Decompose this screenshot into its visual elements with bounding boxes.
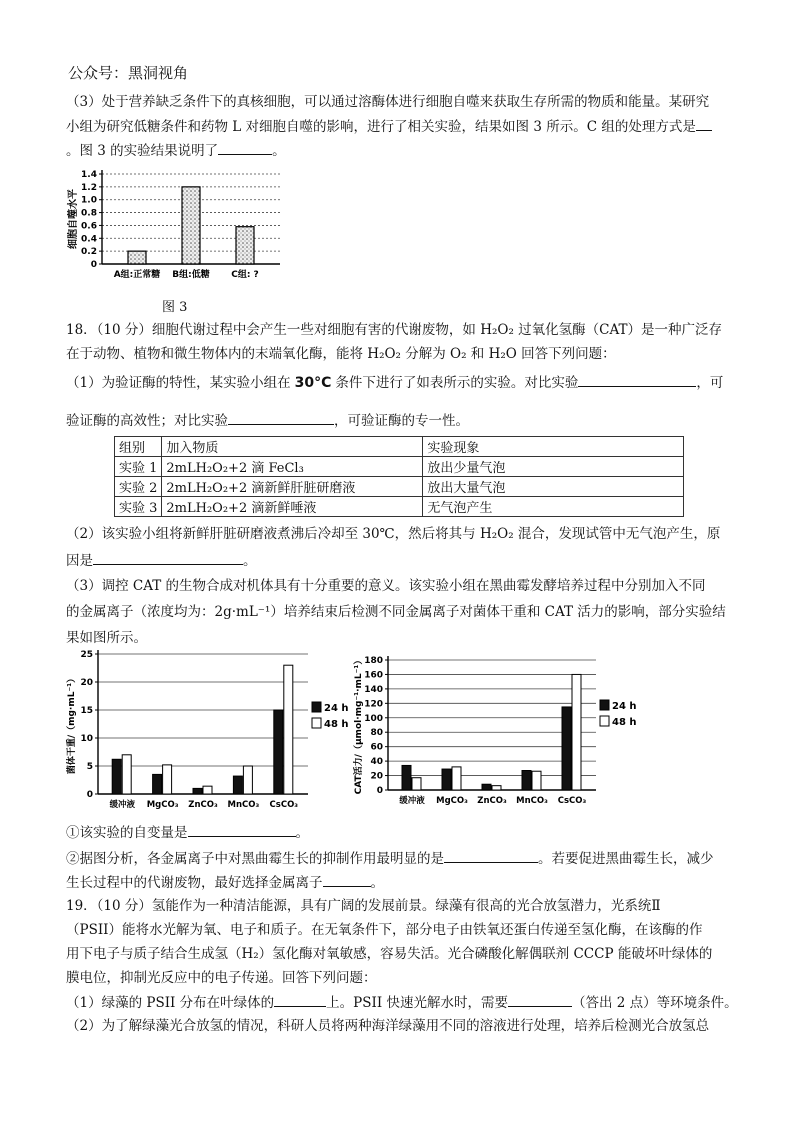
table-cell: 实验 2: [115, 477, 162, 497]
bar-48h: [203, 786, 212, 794]
x-tick-label: ZnCO₃: [188, 800, 218, 810]
x-tick-label: 缓冲液: [399, 796, 425, 806]
bar: [236, 227, 254, 264]
legend-label: 24 h: [324, 703, 349, 714]
bar-48h: [122, 755, 131, 794]
answer-blank[interactable]: [323, 872, 371, 887]
temperature-label: 30°C: [294, 375, 332, 391]
y-tick-label: 0: [90, 260, 97, 270]
q18-sub2-line2-text: 因是: [66, 553, 93, 569]
bar-48h: [492, 786, 501, 790]
bar-24h: [233, 776, 242, 794]
bar: [128, 251, 146, 264]
q17-3-line3-text: 。图 3 的实验结果说明了: [66, 143, 219, 159]
bar-24h: [112, 759, 121, 794]
legend-swatch: [600, 716, 609, 726]
q17-3-line1: （3）处于营养缺乏条件下的真核细胞，可以通过溶酶体进行细胞自噬来获取生存所需的物质和能量。某研究: [66, 94, 710, 110]
q18-sub3-line3: 果如图所示。: [66, 630, 147, 646]
table-header: 实验现象: [423, 437, 684, 457]
y-tick-label: 0: [376, 786, 383, 796]
q18-sub1-line2: [66, 410, 469, 431]
x-tick-label: MgCO₃: [146, 800, 179, 810]
legend-swatch: [312, 718, 321, 728]
q18-sub2-line1: （2）该实验小组将新鲜肝脏研磨液煮沸后冷却至 30℃，然后将其与 H₂O₂ 混合，发现试管中无气泡产生，原: [66, 526, 721, 542]
bar-48h: [163, 765, 172, 794]
y-tick-label: 5: [86, 762, 93, 772]
q18-question-b2-text: 生长过程中的代谢废物，最好选择金属离子: [66, 875, 323, 891]
q18-sub3-line1: （3）调控 CAT 的生物合成对机体具有十分重要的意义。该实验小组在黑曲霉发酵培养过程中分别加入不同: [66, 578, 706, 594]
y-tick-label: 180: [364, 656, 383, 666]
q18-sub2-line2-end: 。: [243, 553, 257, 569]
y-tick-label: 100: [364, 713, 383, 724]
y-tick-label: 20: [80, 678, 93, 688]
y-tick-label: 0.4: [81, 234, 97, 245]
header-watermark: 公众号：黑洞视角: [68, 64, 189, 82]
y-tick-label: 15: [80, 706, 93, 716]
x-tick-label: MnCO₃: [516, 796, 548, 806]
y-tick-label: 1.0: [81, 195, 97, 206]
y-axis-label: 细胞自噬水平: [68, 189, 79, 249]
y-tick-label: 20: [370, 771, 383, 782]
x-tick-label: B组:低糖: [172, 270, 210, 280]
answer-blank[interactable]: [218, 140, 272, 155]
x-tick-label: MgCO₃: [436, 796, 468, 806]
y-tick-label: 25: [80, 650, 93, 660]
y-tick-label: 0.8: [81, 208, 97, 219]
table-cell: 2mLH₂O₂+2 滴新鲜肝脏研磨液: [162, 477, 423, 497]
bar-24h: [153, 774, 162, 794]
answer-blank[interactable]: [578, 372, 696, 387]
answer-blank[interactable]: [93, 550, 243, 565]
y-tick-label: 80: [370, 728, 383, 739]
y-tick-label: 60: [370, 742, 383, 753]
x-tick-label: C组: ?: [231, 270, 259, 280]
y-tick-label: 120: [364, 699, 383, 710]
figure3-chart: [66, 166, 286, 290]
q19-line2: （PSII）能将水光解为氧、电子和质子。在无氧条件下，部分电子由铁氧还蛋白传递至氢化酶，在该酶的作: [66, 922, 703, 938]
table-cell: 实验 3: [115, 497, 162, 517]
y-tick-label: 0.6: [81, 221, 97, 232]
bar-48h: [243, 766, 252, 794]
q19-sub1: [66, 992, 738, 1013]
q18-question-b-line2: [66, 872, 384, 893]
q17-3-line2: [66, 116, 712, 137]
bar-24h: [482, 784, 491, 790]
q18-question-b-text: ②据图分析，各金属离子中对黑曲霉生长的抑制作用最明显的是: [66, 851, 444, 867]
y-axis-label: CAT活力/（μmol·mg⁻¹·mL⁻¹）: [354, 655, 364, 795]
bar-48h: [452, 767, 461, 790]
legend-swatch: [600, 700, 609, 710]
q18-sub1-line2-text: 验证酶的高效性；对比实验: [66, 413, 228, 429]
table-cell: 无气泡产生: [423, 497, 684, 517]
legend-label: 24 h: [612, 701, 637, 712]
bar-24h: [522, 771, 531, 791]
table-row: [115, 477, 684, 497]
y-tick-label: 10: [80, 734, 93, 744]
q18-line1: 18．（10 分）细胞代谢过程中会产生一些对细胞有害的代谢废物，如 H₂O₂ 过氧化氢酶（CAT）是一种广泛存: [66, 322, 722, 338]
dry-weight-chart: [64, 648, 354, 816]
q18-question-a-end: 。: [295, 825, 309, 841]
x-tick-label: CsCO₃: [269, 800, 299, 810]
table-header: 组别: [115, 437, 162, 457]
q19-sub1-text3: （答出 2 点）等环境条件。: [571, 995, 738, 1011]
q18-question-b-text2: 。若要促进黑曲霉生长，减少: [538, 851, 714, 867]
q17-3-line3: [66, 140, 286, 161]
figure3-caption: 图 3: [162, 300, 188, 315]
table-cell: 2mLH₂O₂+2 滴新鲜唾液: [162, 497, 423, 517]
table-row: [115, 457, 684, 477]
table-cell: 放出少量气泡: [423, 457, 684, 477]
q18-question-a-text: ①该实验的自变量是: [66, 825, 188, 841]
bar-48h: [412, 778, 421, 790]
x-tick-label: MnCO₃: [227, 800, 260, 810]
q19-sub1-text: （1）绿藻的 PSII 分布在叶绿体的: [66, 995, 275, 1011]
answer-blank[interactable]: [188, 822, 296, 837]
q18-sub1-text-c: ，可: [696, 375, 724, 391]
bar-48h: [284, 665, 293, 794]
bar-24h: [562, 707, 571, 790]
q18-sub1-text-a: （1）为验证酶的特性，某实验小组在: [66, 375, 291, 391]
y-tick-label: 1.4: [81, 170, 97, 180]
q17-3-line3-end: 。: [272, 143, 286, 159]
legend-swatch: [312, 702, 321, 712]
q18-line2: 在于动物、植物和微生物体内的末端氧化酶，能将 H₂O₂ 分解为 O₂ 和 H₂O 回答下列问题：: [66, 346, 616, 362]
q19-sub1-text2: 上。PSII 快速光解水时，需要: [326, 995, 508, 1011]
x-tick-label: ZnCO₃: [477, 796, 507, 806]
y-tick-label: 0: [86, 790, 93, 800]
q18-question-b2-end: 。: [370, 875, 384, 891]
bar-48h: [572, 674, 581, 790]
bar: [182, 187, 200, 264]
answer-blank[interactable]: [228, 410, 334, 425]
bar-24h: [193, 788, 202, 794]
bar-24h: [402, 765, 411, 790]
table-cell: 放出大量气泡: [423, 477, 684, 497]
y-tick-label: 140: [364, 684, 383, 695]
answer-blank[interactable]: [696, 116, 712, 131]
q18-sub3-line2: 的金属离子（浓度均为：2g·mL⁻¹）培养结束后检测不同金属离子对菌体干重和 CAT 活力的影响，部分实验结: [66, 604, 726, 620]
cat-activity-chart: [352, 652, 642, 816]
table-row: [115, 497, 684, 517]
q18-sub1-text-b: 条件下进行了如表所示的实验。对比实验: [335, 375, 579, 391]
q18-sub1-line2-end: ，可验证酶的专一性。: [334, 413, 469, 429]
q17-3-line2-text: 小组为研究低糖条件和药物 L 对细胞自噬的影响，进行了相关实验，结果如图 3 所示。C 组的处理方式是: [66, 119, 696, 135]
y-tick-label: 160: [364, 670, 383, 681]
table-cell: 2mLH₂O₂+2 滴 FeCl₃: [162, 457, 423, 477]
q19-sub2: （2）为了解绿藻光合放氢的情况，科研人员将两种海洋绿藻用不同的溶液进行处理，培养后检测光合放氢总: [66, 1018, 710, 1034]
q18-sub1-line1: [66, 372, 723, 393]
bar-24h: [442, 769, 451, 790]
answer-blank[interactable]: [444, 848, 538, 863]
experiment-table: [114, 436, 684, 517]
x-tick-label: 缓冲液: [109, 800, 135, 810]
x-tick-label: A组:正常糖: [113, 270, 161, 280]
q18-sub2-line2: [66, 550, 257, 571]
bar-24h: [274, 710, 283, 794]
bar-48h: [532, 771, 541, 790]
y-tick-label: 0.2: [81, 247, 97, 258]
answer-blank[interactable]: [274, 992, 326, 1007]
table-header-row: [115, 437, 684, 457]
table-header: 加入物质: [162, 437, 423, 457]
y-axis-label: 菌体干重/（mg·mL⁻¹）: [67, 673, 77, 775]
legend-label: 48 h: [324, 719, 349, 730]
y-tick-label: 1.2: [81, 182, 97, 193]
q19-line4: 膜电位，抑制光反应中的电子传递。回答下列问题：: [66, 970, 377, 986]
table-cell: 实验 1: [115, 457, 162, 477]
q18-question-a: [66, 822, 309, 843]
q19-line1: 19．（10 分）氢能作为一种清洁能源，具有广阔的发展前景。绿藻有很高的光合放氢潜力，光系统Ⅱ: [66, 898, 661, 914]
legend-label: 48 h: [612, 717, 637, 728]
q19-line3: 用下电子与质子结合生成氢（H₂）氢化酶对氧敏感，容易失活。光合磷酸化解偶联剂 CCCP 能破坏叶绿体的: [66, 946, 713, 962]
x-tick-label: CsCO₃: [557, 796, 587, 806]
q18-question-b-line1: [66, 848, 714, 869]
y-tick-label: 40: [370, 757, 383, 768]
answer-blank[interactable]: [508, 992, 572, 1007]
